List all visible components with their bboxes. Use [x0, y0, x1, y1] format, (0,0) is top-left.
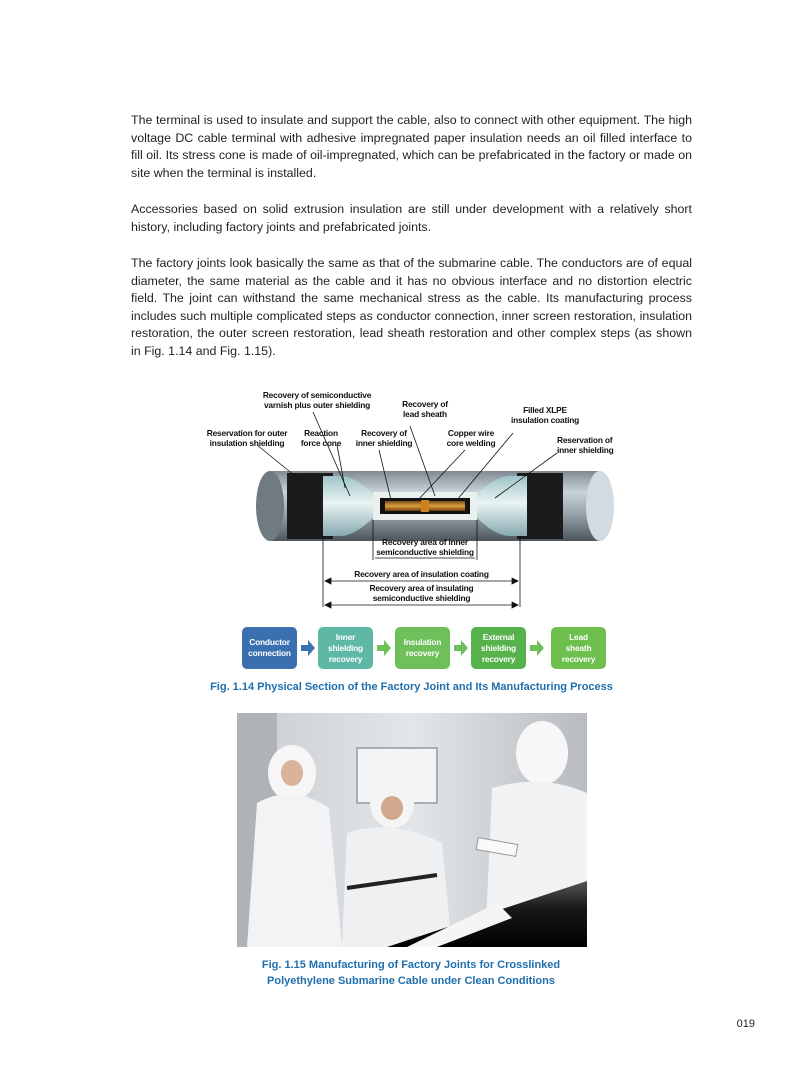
label-inner-shielding-recovery-l1: Recovery of	[361, 428, 407, 438]
step-3-line-2: recovery	[405, 648, 440, 658]
label-copper-welding-l2: core welding	[446, 437, 496, 448]
label-area-semiconductive	[325, 584, 518, 603]
step-conductor-connection	[242, 627, 297, 669]
label-reaction-cone-l1: Reaction	[304, 428, 338, 438]
label-lead-sheath-l2: lead sheath	[403, 408, 447, 419]
paragraph-accessories-lead: Accessories based on solid extrusion insulation are still under development with a relatively short history,	[131, 202, 692, 234]
step-5-line-1: Lead	[569, 631, 588, 642]
paragraph-factory-joints: The factory joints look basically the same as that of the submarine cable. The conductors are of equal diameter, the same material as the cable and it has no obvious interface and no distortion electric field. The joint can withstand the same mechanical stress as the cable. Its manufacturing process includes such multiple complicated steps as conductor connection, inner screen restoration, insulation restoration, the outer screen restoration, lead sheath restoration and other complex steps (as shown in Fig. 1.14 and Fig. 1.15).	[131, 256, 692, 358]
step-2-line-3: recovery	[328, 653, 363, 664]
label-filled-xlpe-l2: insulation coating	[510, 414, 580, 425]
arrow-right-icon	[301, 640, 315, 656]
figure-1-15-caption	[200, 958, 622, 989]
figure-1-15-caption-line-2: Polyethylene Submarine Cable under Clean Conditions	[267, 974, 555, 987]
step-2-line-1: Inner	[335, 631, 356, 642]
label-copper-welding	[435, 429, 507, 448]
step-2-line-2: shielding	[328, 642, 363, 653]
label-reaction-cone-l2: force cone	[300, 437, 342, 448]
label-area-insulation: Recovery area of insulation coating	[354, 569, 489, 579]
arrow-right-icon	[530, 640, 544, 656]
figure-1-14-caption: Fig. 1.14 Physical Section of the Factory Joint and Its Manufacturing Process	[210, 681, 613, 693]
label-reservation-inner-l2: inner shielding	[557, 444, 614, 455]
label-recovery-semiconductive-l1: Recovery of semiconductive	[262, 390, 372, 400]
step-4-line-3: recovery	[481, 653, 516, 664]
paragraph-accessories-rest: including factory joints and prefabricated joints.	[170, 219, 432, 234]
label-filled-xlpe	[505, 406, 585, 425]
paragraph-terminal: The terminal is used to insulate and support the cable, also to connect with other equipment. The high voltage DC cable terminal with adhesive impregnated paper insulation needs an oil filled interface to fill oil. Its stress cone is made of oil-impregnated, which can be prefabricated in the factory or made on site when the terminal is installed.	[131, 113, 692, 180]
page-number: 019	[736, 1018, 755, 1030]
label-inner-shielding-recovery	[349, 429, 419, 448]
label-copper-welding-l1: Copper wire	[447, 428, 495, 438]
step-1-line-2: connection	[248, 648, 291, 658]
label-area-inner-shielding-l2: semiconductive shielding	[376, 546, 474, 557]
arrow-right-icon	[377, 640, 391, 656]
step-5-line-3: recovery	[561, 653, 596, 664]
factory-joint-diagram	[195, 388, 635, 628]
label-reservation-inner-l1: Reservation of	[557, 435, 613, 445]
label-reservation-outer-l1: Reservation for outer	[206, 428, 288, 438]
weld-point	[421, 500, 429, 512]
cleanroom-workers-image	[237, 713, 587, 947]
step-lead-sheath-recovery	[551, 627, 606, 669]
label-lead-sheath-l1: Recovery of	[402, 399, 448, 409]
label-recovery-semiconductive-l2: varnish plus outer shielding	[263, 399, 371, 410]
step-external-shielding-recovery	[471, 627, 526, 669]
label-area-inner-shielding-l1: Recovery area of inner	[382, 537, 468, 547]
label-lead-sheath	[395, 400, 455, 419]
step-inner-shielding-recovery	[318, 627, 373, 669]
label-area-semiconductive-l2: semiconductive shielding	[372, 592, 471, 603]
label-area-semiconductive-l1: Recovery area of insulating	[369, 583, 474, 593]
label-reaction-cone	[295, 429, 347, 448]
label-reservation-outer-l2: insulation shielding	[209, 437, 285, 448]
label-inner-shielding-recovery-l2: inner shielding	[355, 437, 413, 448]
step-5-line-2: sheath	[565, 642, 592, 653]
step-4-line-2: shielding	[481, 642, 516, 653]
label-area-inner-shielding	[365, 538, 485, 557]
figure-1-15-caption-line-1: Fig. 1.15 Manufacturing of Factory Joints for Crosslinked	[261, 959, 561, 971]
manufacturing-process-flow	[242, 627, 607, 671]
label-filled-xlpe-l1: Filled XLPE	[523, 405, 567, 415]
arrow-right-icon	[454, 640, 468, 656]
step-1-line-1: Conductor	[249, 637, 290, 647]
paragraph-accessories	[131, 201, 692, 236]
factory-joint-photo	[237, 713, 587, 947]
label-recovery-semiconductive	[257, 391, 377, 410]
step-3-line-1: Insulation	[403, 637, 442, 647]
cable-left-end	[256, 471, 284, 541]
label-reservation-outer	[201, 429, 293, 448]
cable-right-end	[586, 471, 614, 541]
step-insulation-recovery	[395, 627, 450, 669]
label-reservation-inner	[557, 436, 637, 455]
step-4-line-1: External	[482, 631, 515, 642]
